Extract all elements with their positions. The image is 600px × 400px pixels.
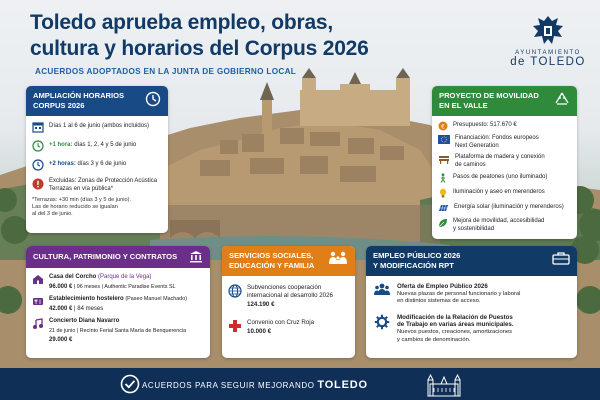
hostelero-extra: | 84 meses: [72, 305, 104, 312]
horarios-card: [26, 86, 168, 233]
casa-corcho-name: Casa del Corcho: [49, 274, 97, 280]
gear-icon: [374, 314, 390, 330]
alcazar-silhouette-icon: [424, 372, 464, 398]
recycle-icon: [554, 91, 570, 107]
financiacion-text-1: Financiación: Fondos europeos: [455, 135, 539, 141]
empleo-item-rpt: [374, 314, 569, 344]
plataforma-text-1: Plataforma de madera y conexión: [455, 154, 545, 161]
movilidad-item-financiacion: [438, 135, 571, 150]
logo-line-1: AYUNTAMIENTO: [515, 50, 581, 56]
money-icon: [438, 121, 448, 131]
horarios-title-line-1: AMPLIACIÓN HORARIOS: [33, 91, 125, 100]
social-item-cruz-roja: [228, 319, 349, 336]
clock-green-icon: [32, 140, 44, 152]
pedestrian-icon: [438, 173, 448, 183]
footer-slogan: [142, 379, 368, 391]
coat-of-arms-icon: [528, 14, 568, 48]
leaf-icon: [438, 218, 448, 228]
movilidad-title-line-2: EN EL VALLE: [439, 101, 488, 110]
social-title-line-1: SERVICIOS SOCIALES,: [229, 251, 314, 260]
cruz-roja-text: Convenio con Cruz Roja: [247, 318, 315, 326]
social-title-line-2: EDUCACIÓN Y FAMILIA: [229, 261, 315, 270]
red-cross-icon: [228, 319, 242, 333]
cultura-title: CULTURA, PATRIMONIO Y CONTRATOS: [33, 252, 178, 261]
cultura-item-hostelero: [32, 296, 204, 313]
plus1-text: días 1, 2, 4 y 5 de junio: [74, 142, 137, 148]
horarios-dates-text: Días 1 al 6 de junio (ambos incluidos): [49, 123, 150, 129]
house-icon: [32, 274, 44, 285]
plataforma-text-2: de caminos: [455, 161, 486, 168]
movilidad-item-iluminacion: [438, 188, 571, 198]
calendar-icon: [32, 121, 44, 133]
casa-corcho-detail: (Parque de la Vega): [98, 274, 152, 280]
concierto-name: Concierto Diana Navarro: [49, 318, 120, 325]
hostelero-detail: (Paseo Manuel Machado): [125, 296, 188, 303]
casa-corcho-amount: 96.000 €: [49, 283, 73, 290]
title-line-1: Toledo aprueba empleo, obras,: [30, 11, 334, 34]
hostelero-name: Establecimiento hostelero: [49, 296, 124, 303]
briefcase-icon: [552, 251, 570, 265]
cooperacion-text-2: internacional al desarrollo 2026: [247, 291, 333, 299]
rpt-line-2: y cambios de denominación.: [397, 336, 471, 343]
energia-text: Energía solar (iluminación y merenderos): [454, 204, 564, 211]
cultura-card-header: [26, 246, 210, 268]
rpt-line-1: Nuevos puestos, creaciones, amortizaciones: [397, 328, 513, 335]
footer-bar: [0, 368, 600, 400]
concierto-date: 21 de junio: [49, 327, 76, 334]
footer-text: ACUERDOS PARA SEGUIR MEJORANDO: [142, 381, 315, 390]
building-columns-icon: [189, 250, 203, 263]
plus2-label: +2 horas:: [49, 161, 76, 167]
logo-line-2: de TOLEDO: [510, 56, 586, 68]
cooperacion-text-1: Subvenciones cooperación: [247, 284, 322, 291]
excluded-text-2: Terrazas en vía pública*: [49, 185, 114, 192]
concierto-extra: | Recinto Ferial Santa María de Benquerencia: [75, 327, 187, 334]
concierto-amount: 29.000 €: [49, 336, 73, 343]
oferta-line-1: Nuevas plazas de personal funcionario y laboral: [397, 290, 521, 297]
note-line-3: al del 3 de junio.: [32, 211, 73, 218]
checkmark-circle-icon: [120, 374, 140, 394]
horarios-item-plus2: [32, 159, 162, 171]
horarios-card-header: [26, 86, 168, 116]
cruz-roja-amount: 10.000 €: [247, 328, 272, 336]
plus2-text: días 3 y 6 de junio: [77, 161, 127, 167]
horarios-item-plus1: [32, 140, 162, 152]
movilidad-item-pasos: [438, 173, 571, 183]
wooden-platform-icon: [438, 154, 450, 164]
page-title: [30, 10, 450, 62]
cutlery-icon: [32, 296, 44, 307]
movilidad-title-line-1: PROYECTO DE MOVILIDAD: [439, 91, 539, 100]
movilidad-item-mejora: [438, 218, 571, 233]
excluded-text-1: Excluidas: Zonas de Protección Acústica: [49, 178, 158, 184]
social-card: [222, 246, 355, 358]
solar-panel-icon: [438, 203, 449, 213]
city-logo: [508, 14, 588, 68]
empleo-title-line-1: EMPLEO PÚBLICO 2026: [373, 251, 461, 260]
rpt-title-2: de Trabajo en varias áreas municipales.: [397, 321, 514, 329]
movilidad-item-presupuesto: [438, 121, 571, 131]
svg-text:€: €: [441, 123, 445, 131]
title-line-2: cultura y horarios del Corpus 2026: [30, 37, 369, 60]
eu-flag-icon: [438, 135, 450, 144]
cultura-item-concierto: [32, 318, 204, 344]
iluminacion-text: Iluminación y aseo en merenderos: [453, 189, 545, 196]
financiacion-text-2: Next Generation: [455, 142, 499, 149]
empleo-title-line-2: Y MODIFICACIÓN RPT: [373, 261, 454, 270]
lightbulb-icon: [438, 188, 448, 198]
horarios-item-dates: [32, 121, 162, 133]
social-item-cooperacion: [228, 284, 349, 309]
movilidad-item-energia: [438, 203, 571, 213]
note-line-1: *Terrazas: +30 min (días 3 y 5 de junio).: [32, 197, 132, 204]
empleo-item-oferta: [374, 283, 569, 306]
oferta-line-2: en distintos sistemas de acceso.: [397, 298, 481, 305]
mejora-text-1: Mejora de movilidad, accesibilidad: [453, 218, 545, 225]
movilidad-card-header: [432, 86, 577, 116]
note-line-2: Las de horario reducido se igualan: [32, 204, 118, 211]
horarios-title-line-2: CORPUS 2026: [33, 101, 85, 110]
pasos-text: Pasos de peatones (uno iluminado): [453, 174, 548, 181]
rpt-title-1: Modificación de la Relación de Puestos: [397, 313, 513, 321]
globe-icon: [228, 284, 242, 298]
people-group-icon: [374, 283, 390, 295]
oferta-title: Oferta de Empleo Público 2026: [397, 283, 488, 290]
presupuesto-text: Presupuesto: 517.670 €: [453, 122, 517, 128]
music-note-icon: [32, 318, 44, 329]
horarios-item-excluded: [32, 178, 162, 193]
family-icon: [328, 251, 348, 265]
clock-blue-icon: [32, 159, 44, 171]
empleo-card: [366, 246, 577, 358]
mejora-text-2: y sostenibilidad: [453, 225, 495, 232]
cultura-card: [26, 246, 210, 358]
terrazas-note: [32, 197, 162, 218]
empleo-card-header: [366, 246, 577, 276]
movilidad-item-plataforma: [438, 154, 571, 169]
clock-icon: [145, 91, 161, 107]
hostelero-amount: 42.000 €: [49, 305, 73, 312]
cooperacion-amount: 124.190 €: [247, 301, 275, 309]
plus1-label: +1 hora:: [49, 142, 73, 148]
page-subtitle: ACUERDOS ADOPTADOS EN LA JUNTA DE GOBIERNO LOCAL: [35, 67, 297, 76]
movilidad-card: [432, 86, 577, 239]
casa-corcho-extra: | 96 meses | Authentic Paradise Events SL: [72, 283, 176, 290]
footer-brand: TOLEDO: [317, 379, 368, 391]
warning-icon: [32, 178, 44, 190]
cultura-item-casa-corcho: [32, 274, 204, 291]
social-card-header: [222, 246, 355, 276]
